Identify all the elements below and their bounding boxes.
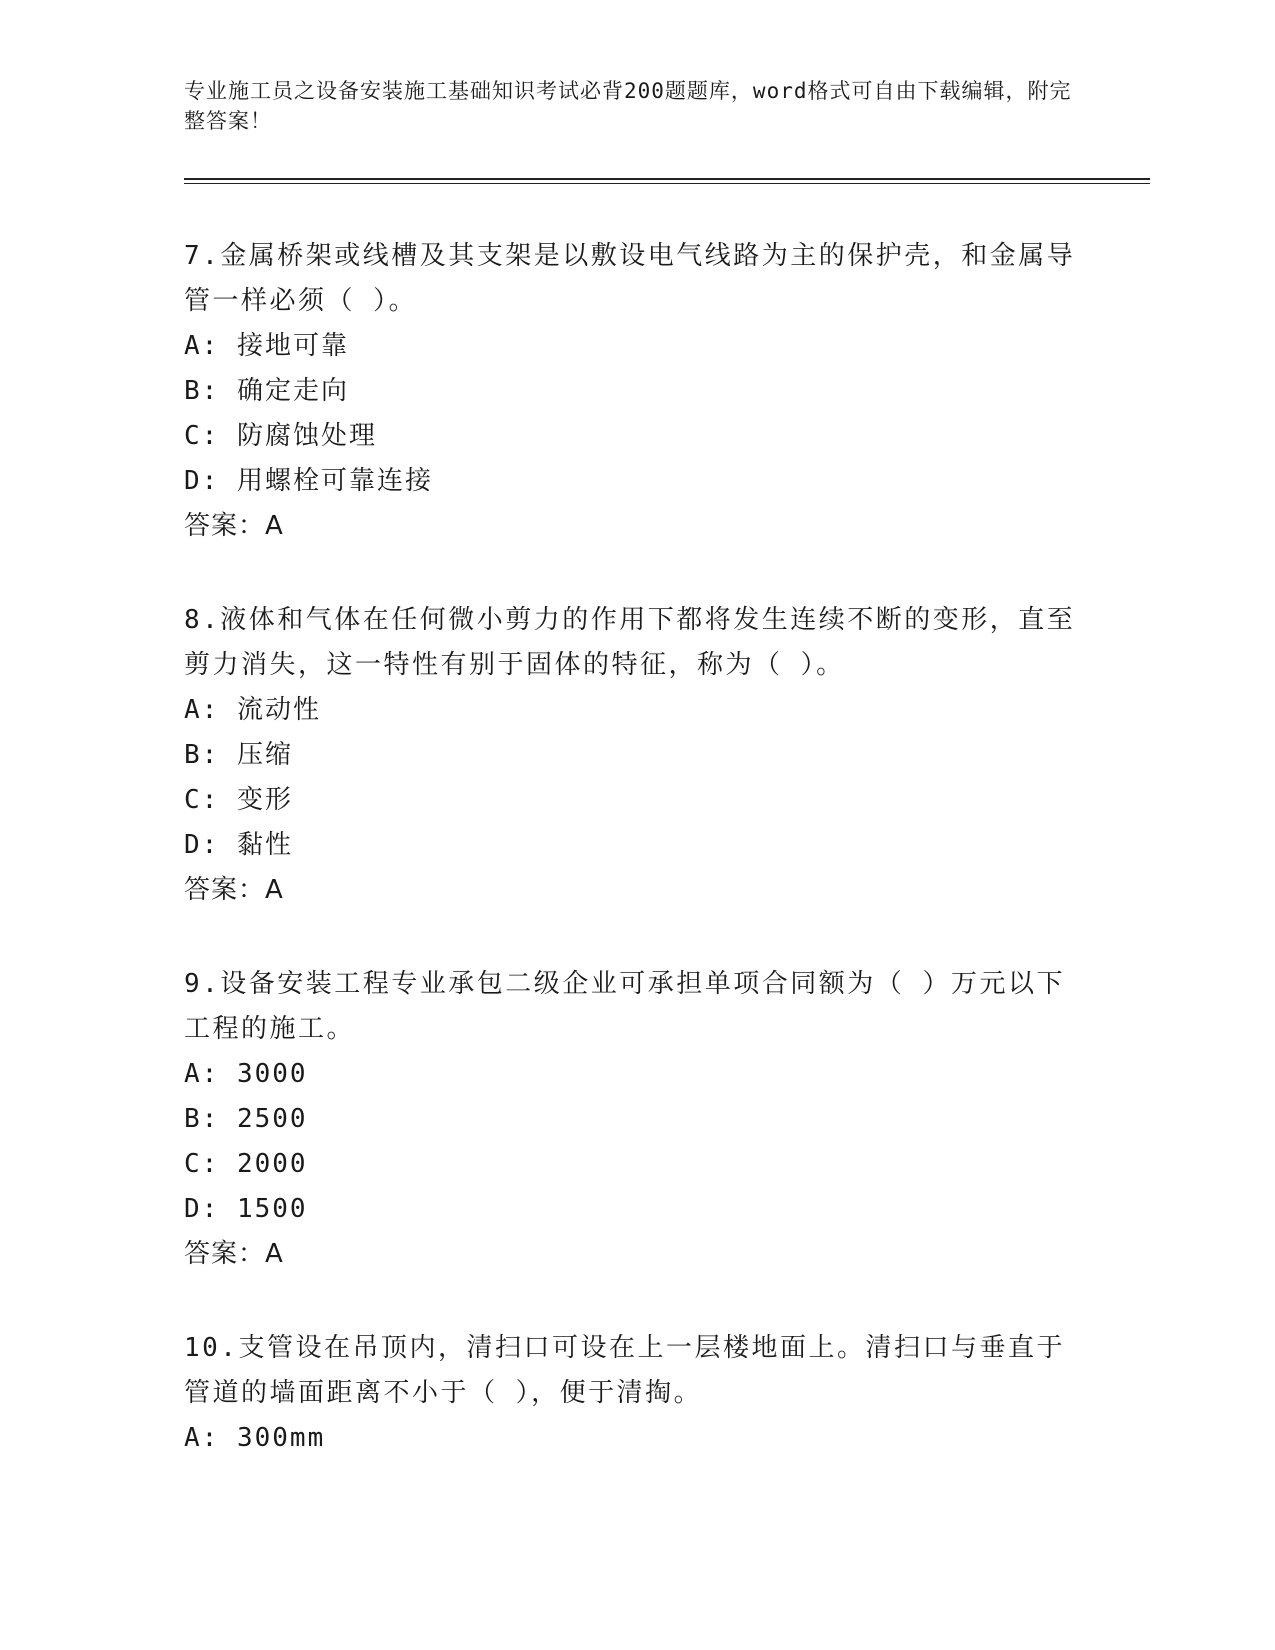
question-text: 9.设备安装工程专业承包二级企业可承担单项合同额为（ ）万元以下工程的施工。: [184, 969, 1065, 1044]
answer: 答案：A: [184, 1239, 284, 1269]
option-b: B: 确定走向: [184, 376, 349, 406]
answer: 答案：A: [184, 511, 284, 541]
question-9: [184, 962, 1084, 1277]
option-c: C: 防腐蚀处理: [184, 421, 377, 451]
option-b: B: 压缩: [184, 740, 293, 770]
question-text: 10.支管设在吊顶内，清扫口可设在上一层楼地面上。清扫口与垂直于管道的墙面距离不小于（ ），便于清掏。: [184, 1333, 1065, 1408]
question-7: [184, 234, 1084, 549]
header-divider-thin: [184, 183, 1150, 184]
question-10: [184, 1326, 1084, 1461]
document-header: 专业施工员之设备安装施工基础知识考试必背200题题库，word格式可自由下载编辑，附完整答案！: [184, 79, 1072, 133]
question-text: 8.液体和气体在任何微小剪力的作用下都将发生连续不断的变形，直至剪力消失，这一特性有别于固体的特征，称为（ ）。: [184, 605, 1076, 680]
option-d: D: 1500: [184, 1194, 308, 1224]
question-8: [184, 598, 1084, 913]
option-c: C: 2000: [184, 1149, 308, 1179]
option-a: A: 流动性: [184, 695, 321, 725]
option-c: C: 变形: [184, 785, 293, 815]
option-b: B: 2500: [184, 1104, 308, 1134]
option-d: D: 黏性: [184, 830, 293, 860]
answer: 答案：A: [184, 875, 284, 905]
question-text: 7.金属桥架或线槽及其支架是以敷设电气线路为主的保护壳，和金属导管一样必须（ ）。: [184, 241, 1076, 316]
option-a: A: 接地可靠: [184, 331, 349, 361]
option-a: A: 3000: [184, 1059, 308, 1089]
header-divider-thick: [184, 178, 1150, 180]
option-a: A: 300mm: [184, 1423, 326, 1453]
option-d: D: 用螺栓可靠连接: [184, 466, 433, 496]
